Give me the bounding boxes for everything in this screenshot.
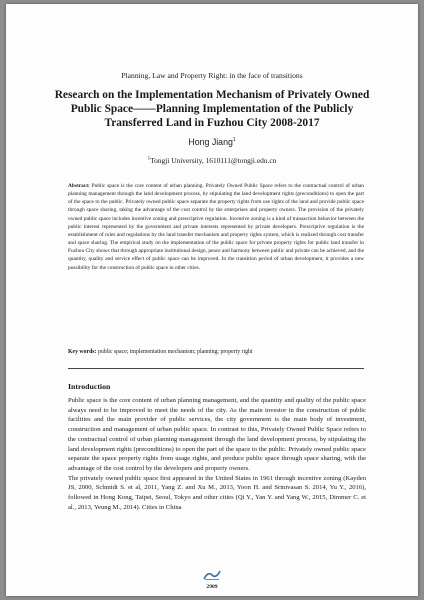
page-number: 2909 — [206, 584, 218, 590]
abstract — [68, 182, 364, 272]
abstract-label: Abstract: — [68, 183, 90, 189]
keywords-text: public space; implementation mechanism; planning; property right — [97, 349, 253, 355]
running-head: Planning, Law and Property Right: in the face of transitions — [121, 71, 303, 80]
conference-logo-icon — [203, 570, 221, 580]
affiliation-line — [6, 156, 418, 165]
author-line — [6, 137, 418, 147]
affiliation-superscript: 1 — [147, 156, 151, 162]
body-paragraph: Public space is the core content of urban planning management, and the quantity and quality of the public space always need to be improved to meet the needs of the city. As the main investor in the construction of public facilities and the main provider of public services, the city government is the main body of investment, construction and management of urban public space. In contrast to this, Privately Owned Public Space refers to the contractual control of urban planning management through the land development process, by stipulating the land development rights (preconditions) to open the part of the space to the public. Privately owned public space separate the space property rights from usage rights, and produce public space through space sharing, with the advantage of the cost control by the developers and property owners. — [68, 397, 366, 472]
paper-page — [6, 4, 418, 596]
abstract-text: Public space is the core content of urban planning. Privately Owned Public Space refers to the contractual control of urban planning management through the land development process, by stipulating the land development rights (preconditions) to open the part of the space to the public. Privately owned public space separate the property rights from use rights of the land and provide public space through space sharing, taking the advantage of the cost control by the enterprises and property owners. The provision of the privately owned public space includes incentive zoning and prescriptive regulation. Incentive zoning is a kind of transaction behavior between the public interest represented by the government and private interests represented by private developers. Prescriptive regulation is the establishment of rules and regulations by the land transfer mechanism and property rights system, which is realized through cost transfer and space sharing. The empirical study on the implementation of the public space for private property rights for public land transfer in Fuzhou City shows that through appropriate institutional design, peace and harmony between public and private can be achieved, and the quantity, quality and service effect of public space can be improved. In the transition period of urban development, it provides a new possibility for the construction of public space in other cities. — [68, 183, 364, 271]
section-divider — [68, 368, 364, 369]
section-heading-introduction: Introduction — [68, 382, 111, 391]
keywords — [68, 349, 368, 355]
body-paragraph: The privately owned public space first appeared in the United States in 1961 through incentive zoning (Kayden JS, 2000, Schmidt S. et al, 2011, Yang Z. and Xu M., 2013, Yoon H. and Srinivasan S. 2014, Yu Y., 2016), followed in Hong Kong, Taipei, Seoul, Tokyo and other cities (Qi Y., Yan Y. and Yang W., 2015, Dimmer C. et al., 2013, Yeung M., 2014). Cities in China — [68, 474, 366, 511]
affiliation: Tongji University, 1610111@tongji.edu.cn — [150, 156, 277, 165]
paper-title: Research on the Implementation Mechanism of Privately Owned Public Space——Planning Implementation of the Publicly Transferred Land in Fuzhou City 2008-2017 — [54, 89, 370, 130]
author-name: Hong Jiang — [188, 137, 233, 147]
author-superscript: 1 — [232, 137, 236, 144]
keywords-label: Key words: — [68, 349, 97, 355]
introduction-body — [68, 396, 366, 512]
